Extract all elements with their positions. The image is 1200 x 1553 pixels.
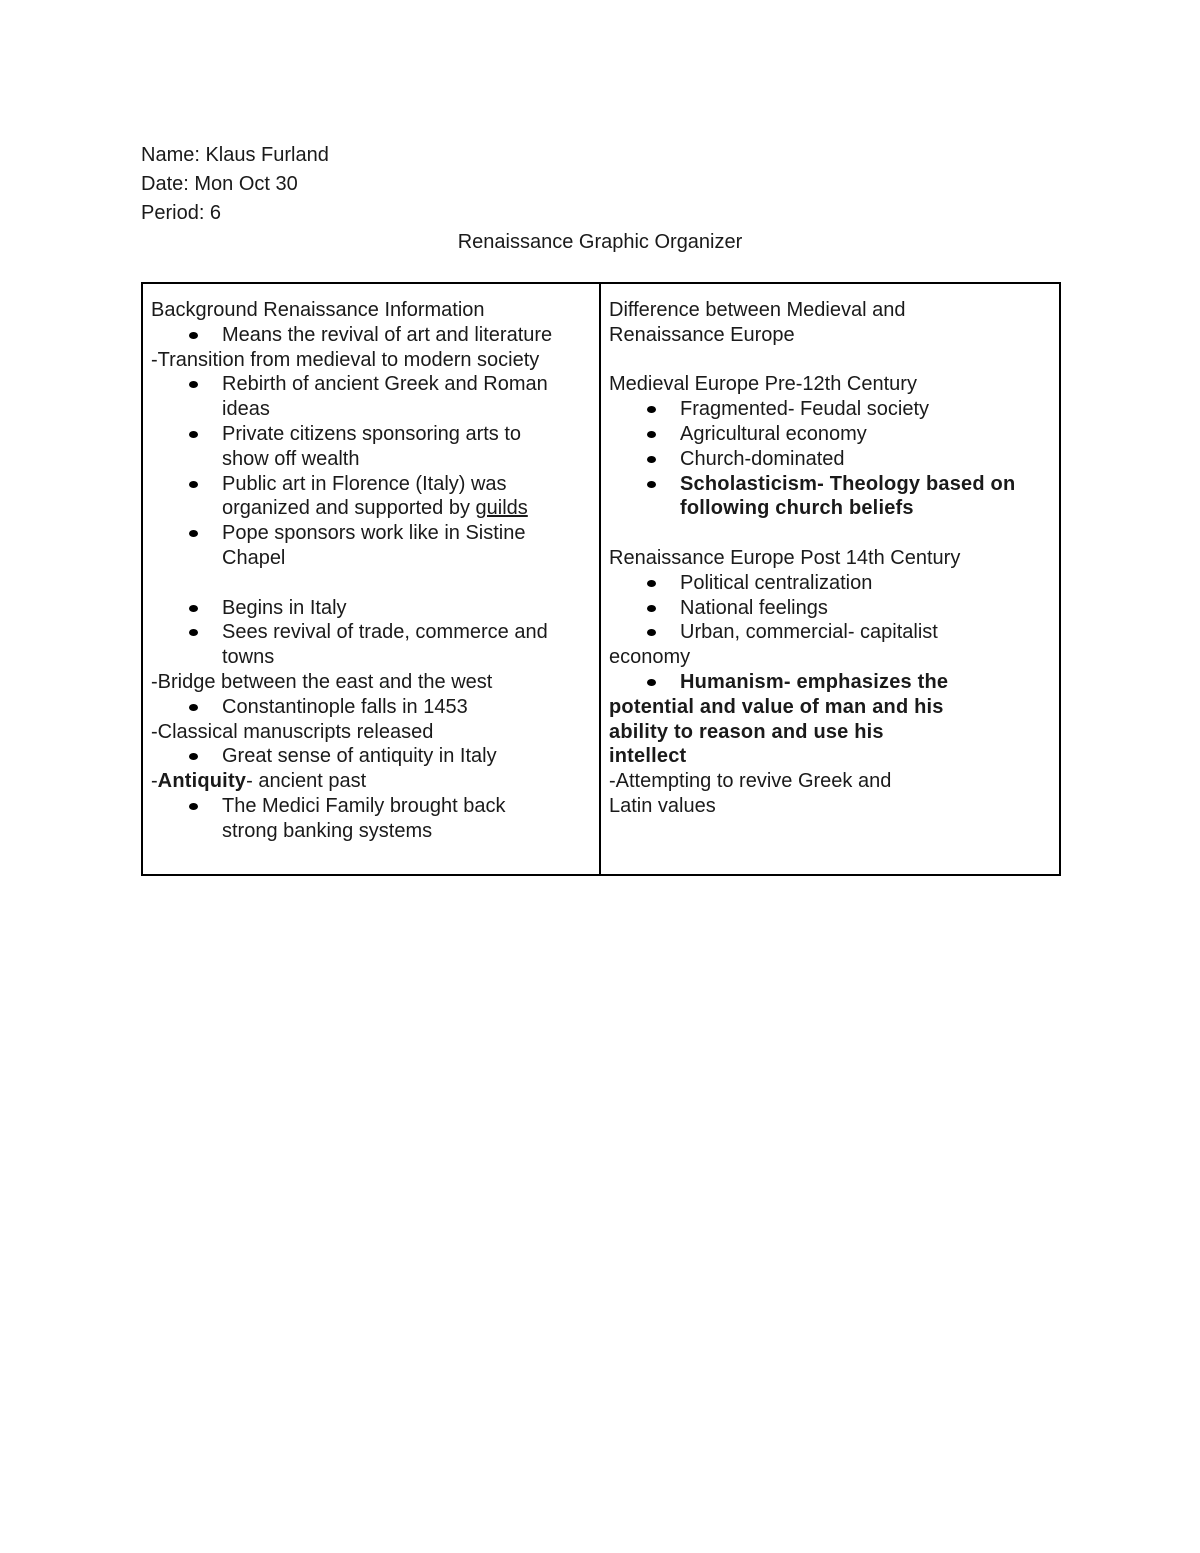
antiquity-definition: - ancient past <box>246 770 367 793</box>
bullet-icon <box>189 530 198 537</box>
list-item-text: strong banking systems <box>222 819 433 842</box>
list-item-text: towns <box>222 646 275 669</box>
list-item-text: ideas <box>222 398 270 421</box>
list-item-text: Pope sponsors work like in Sistine <box>222 522 526 545</box>
antiquity-term: Antiquity <box>157 770 247 793</box>
bullet-icon <box>647 431 656 438</box>
medieval-heading: Medieval Europe Pre-12th Century <box>609 373 917 396</box>
list-item <box>151 744 591 769</box>
list-item-text: Urban, commercial- capitalist <box>680 621 938 644</box>
list-item <box>609 447 1051 472</box>
list-item-text: Chapel <box>222 546 286 569</box>
list-item-text: Means the revival of art and literature <box>222 323 553 346</box>
blank-line <box>609 348 1051 373</box>
column-heading: Difference between Medieval and <box>609 299 906 321</box>
bullet-icon <box>647 679 656 686</box>
list-item <box>151 794 591 844</box>
list-item <box>609 571 1051 596</box>
bullet-icon <box>189 431 198 438</box>
date-line: Date: Mon Oct 30 <box>141 173 298 195</box>
list-item <box>151 323 591 348</box>
document-title: Renaissance Graphic Organizer <box>457 231 743 253</box>
blank-line <box>151 571 591 596</box>
bullet-icon <box>189 629 198 636</box>
list-item <box>609 422 1051 447</box>
background-column <box>143 284 601 874</box>
bullet-icon <box>647 456 656 463</box>
list-item-text: Sees revival of trade, commerce and <box>222 621 548 644</box>
dash-prefix: - <box>151 770 158 793</box>
bullet-icon <box>647 481 656 488</box>
bullet-icon <box>189 605 198 612</box>
list-item <box>151 472 591 522</box>
antiquity-line <box>151 769 591 794</box>
blank-line <box>609 521 1051 546</box>
list-item <box>151 372 591 422</box>
bullet-icon <box>189 481 198 488</box>
list-item <box>151 422 591 472</box>
list-item-text: Constantinople falls in 1453 <box>222 695 468 718</box>
list-item <box>609 620 1051 645</box>
bullet-icon <box>189 704 198 711</box>
list-item-text: Political centralization <box>680 571 873 594</box>
graphic-organizer-table <box>141 282 1061 876</box>
renaissance-heading: Renaissance Europe Post 14th Century <box>609 546 961 569</box>
bullet-icon <box>189 332 198 339</box>
bullet-icon <box>189 381 198 388</box>
list-item-text: Agricultural economy <box>680 422 867 445</box>
list-item-text: Humanism- emphasizes the <box>680 670 949 693</box>
list-item <box>151 596 591 621</box>
list-item-text: Private citizens sponsoring arts to <box>222 422 522 445</box>
list-item-text <box>222 496 591 521</box>
list-item <box>151 521 591 571</box>
list-item-text: Church-dominated <box>680 447 845 470</box>
list-item-text: National feelings <box>680 596 828 619</box>
list-item-text: Public art in Florence (Italy) was <box>222 472 507 495</box>
wrapped-text: ability to reason and use his <box>609 720 884 743</box>
dash-line: -Bridge between the east and the west <box>151 670 493 693</box>
bullet-icon <box>189 803 198 810</box>
list-item <box>151 695 591 720</box>
bullet-icon <box>647 580 656 587</box>
dash-line: -Classical manuscripts released <box>151 720 434 743</box>
list-item-text: Scholasticism- Theology based on <box>680 472 1016 495</box>
dash-line: -Transition from medieval to modern society <box>151 348 540 371</box>
column-heading: Renaissance Europe <box>609 323 795 346</box>
wrapped-text: intellect <box>609 745 687 768</box>
list-item <box>609 472 1051 522</box>
list-item-text: Rebirth of ancient Greek and Roman <box>222 373 548 396</box>
list-item-text: The Medici Family brought back <box>222 794 506 817</box>
column-heading: Background Renaissance Information <box>151 299 485 321</box>
difference-column <box>601 284 1059 874</box>
wrapped-text: potential and value of man and his <box>609 695 944 718</box>
dash-line: Latin values <box>609 794 716 817</box>
list-item <box>609 596 1051 621</box>
list-item-text: Begins in Italy <box>222 596 347 619</box>
list-item-text: Fragmented- Feudal society <box>680 398 930 421</box>
bullet-icon <box>647 406 656 413</box>
student-name: Name: Klaus Furland <box>141 144 329 166</box>
guilds-term: guilds <box>475 497 528 520</box>
dash-line: -Attempting to revive Greek and <box>609 770 892 793</box>
period-line: Period: 6 <box>141 202 222 224</box>
bullet-icon <box>647 629 656 636</box>
list-item-text: organized and supported by <box>222 497 476 520</box>
bullet-icon <box>189 753 198 760</box>
list-item <box>151 620 591 670</box>
list-item-text: following church beliefs <box>680 497 914 520</box>
wrapped-text: economy <box>609 646 691 669</box>
list-item-text: Great sense of antiquity in Italy <box>222 745 497 768</box>
list-item <box>609 397 1051 422</box>
document-header <box>141 141 1059 257</box>
list-item-text: show off wealth <box>222 447 360 470</box>
bullet-icon <box>647 605 656 612</box>
list-item <box>609 670 1051 695</box>
